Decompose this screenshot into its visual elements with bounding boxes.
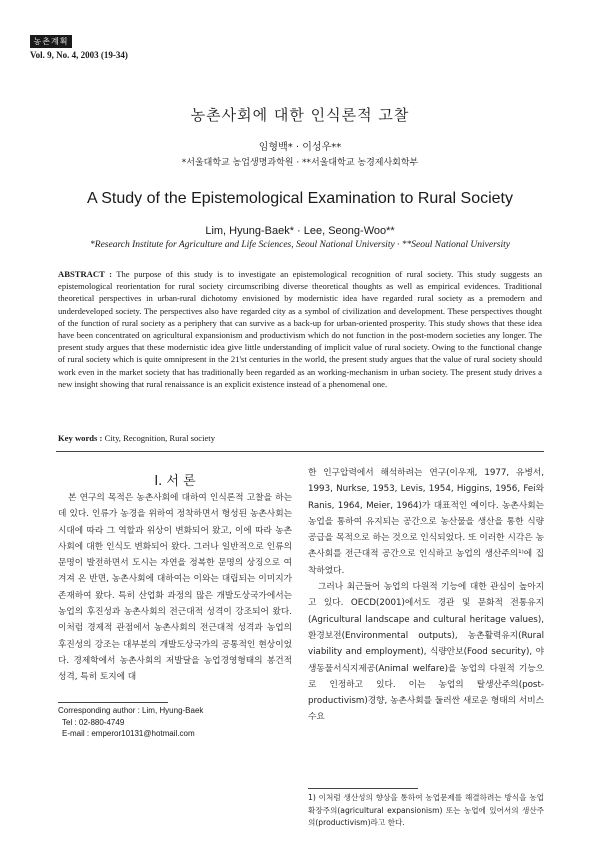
- abstract-divider: [56, 451, 544, 452]
- footnote: 1) 이처럼 생산성의 향상을 통하여 농업문제를 해결하려는 방식을 농업확장주의(agricultural expansionism) 또는 농업에 있어서의 생산주의(productivism)라고 한다.: [308, 793, 544, 827]
- left-column: [58, 490, 292, 686]
- abstract: [58, 268, 542, 390]
- english-authors: Lim, Hyung-Baek* · Lee, Seong-Woo**: [205, 225, 395, 237]
- correspondence-author: Corresponding author : Lim, Hyung-Baek: [58, 706, 204, 715]
- correspondence-divider: [58, 702, 168, 703]
- correspondence-tel: Tel : 02-880-4749: [62, 717, 125, 727]
- keywords-text: City, Recognition, Rural society: [104, 433, 215, 443]
- keywords: [58, 433, 215, 443]
- korean-title: 농촌사회에 대한 인식론적 고찰: [190, 106, 410, 124]
- section-heading: I. 서 론: [154, 474, 196, 489]
- journal-volume: Vol. 9, No. 4, 2003 (19-34): [30, 50, 128, 60]
- left-paragraph: 본 연구의 목적은 농촌사회에 대하여 인식론적 고찰을 하는데 있다. 인류가 농경을 위하여 정착하면서 형성된 농촌사회는 시대에 따라 그 역할과 위상이 변화되어 왔고, 이에 따라 농촌사회에 대한 인식도 변화되어 왔다. 그러나 일반적으로 인류의 문명이 발전하면서 도시는 자연을 정복한 문명의 상징으로 여겨져 온 반면, 농촌사회에 대하여는 이와는 대립되는 이미지가 존재하여 왔다. 특히 산업화 과정의 많은 개발도상국가에서는 농업의 후진성과 농촌사회의 전근대적 성격이 강조되어 왔다. 이처럼 경제적 관점에서 농촌사회의 전근대적 성격과 농업의 후진성의 강조는 대부분의 개발도상국가의 공통적인 현상이었다. 경제학에서 농촌사회의 저발달을 농업경영형태의 봉건적 성격, 특히 토지에 대: [58, 493, 292, 683]
- english-title: A Study of the Epistemological Examination to Rural Society: [87, 190, 513, 207]
- korean-affiliations: *서울대학교 농업생명과학원 · **서울대학교 농경제사회학부: [181, 158, 419, 168]
- footnote-divider: [308, 788, 418, 789]
- right-paragraph-1: 한 인구압력에서 해석하려는 연구(이우재, 1977, 유병서, 1993, Nurkse, 1953, Levis, 1954, Higgins, 1956, Fei와 Ranis, 1964, Meier, 1964)가 대표적인 예이다. 농촌사회는 농업을 통하여 유지되는 공간으로 농산물을 생산을 통한 식량공급을 목적으로 하는 것으로 인식되었다. 또 이러한 시각은 농촌사회를 전근대적 공간으로 인식하고 농업의 생산주의¹⁾에 집착하였다.: [308, 468, 544, 576]
- journal-badge: 농촌계획: [30, 35, 72, 48]
- correspondence: [58, 705, 203, 740]
- abstract-text: The purpose of this study is to investigate an epistemological recognition of rural society. This study suggests an epistemological reorientation for rural society circumscribing diverse theoretical thoughts as well as empirical evidences. Traditional theoretical perspectives in urban-rural dichotomy envisioned by modernistic idea have regarded rural society as a premodern and underdeveloped society. The perspectives also have regarded city as a symbol of civilization and development. These perspectives thought of the function of rural society as a periphery that can survive as a back-up for urban-oriented prosperity. This study shows that these idea have been concentrated on agricultural expansionism and productivism which do not function in the post-modern societies any longer. The present study argues that these modernistic idea give little understanding of implicit value of rural society. Owing to the functional change of rural society which is quite omnipresent in the 21'st centuries in the world, the present study argues that the value of rural society should work even in the market society that has traditionally been regarded as an working-mechanism in urban society. The present study drives a new insight showing that rural renaissance is an explicit existence instead of a phenomenal one.: [58, 269, 543, 389]
- correspondence-email: E-mail : emperor10131@hotmail.com: [62, 729, 195, 738]
- korean-authors: 임형백* · 이성우**: [258, 142, 342, 153]
- right-paragraph-2: 그러나 최근들어 농업의 다원적 기능에 대한 관심이 높아지고 있다. OECD(2001)에서도 경관 및 문화적 전통유지(Agricultural landscape and cultural heritage values), 환경보전(Environmental outputs), 농촌활력유지(Rural viability and employment), 식량안보(Food security), 야생동물서식지제공(Animal welfare)을 농업의 다원적 기능으로 인정하고 있다. 이는 농업의 탈생산주의(post-productivism)경향, 농촌사회를 둘러싼 새로운 형태의 서비스 수요: [308, 582, 544, 723]
- keywords-label: Key words :: [58, 433, 103, 443]
- english-affiliations: *Research Institute for Agriculture and Life Sciences, Seoul National University · **Seoul National University: [90, 240, 510, 250]
- abstract-label: ABSTRACT :: [58, 269, 112, 279]
- right-column: [308, 465, 544, 726]
